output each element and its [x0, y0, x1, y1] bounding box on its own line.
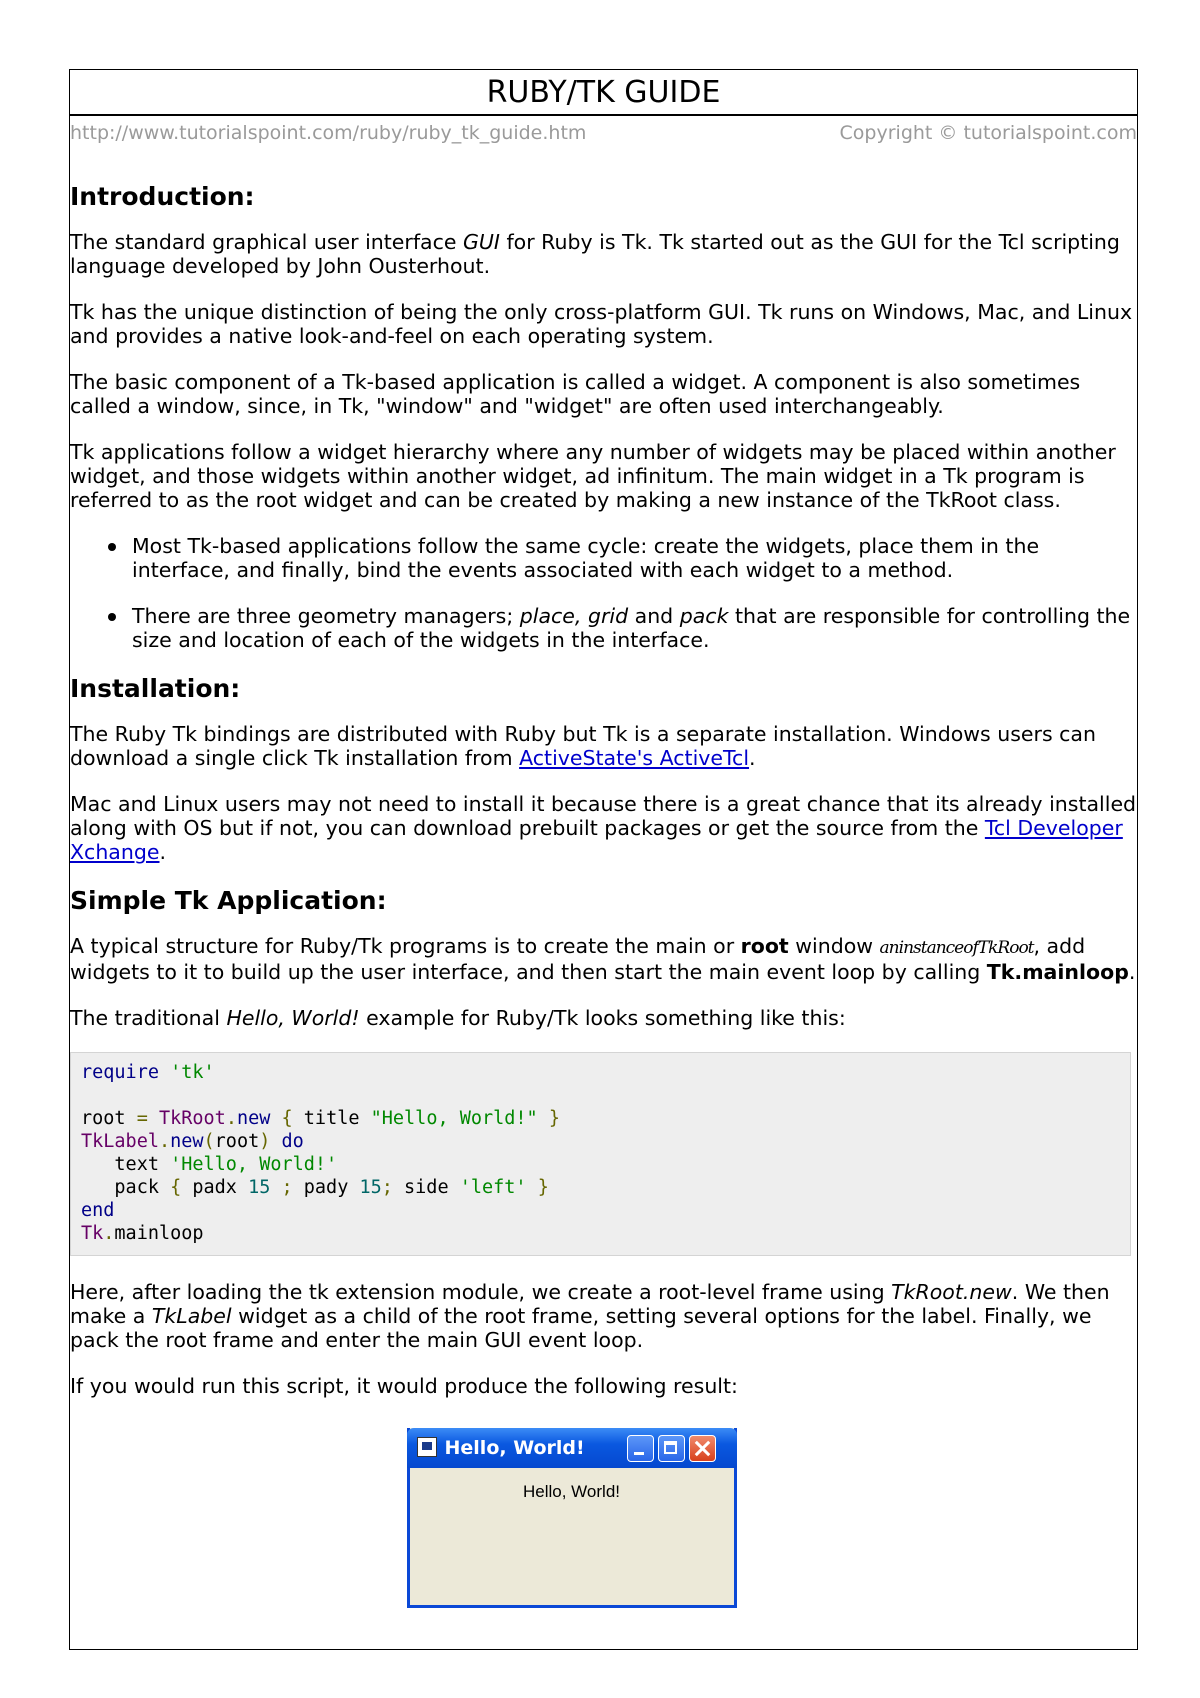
result-window-screenshot [407, 1428, 737, 1600]
text-run: widget as a child of the root frame, setting several options for the label. Finally, we pack the root frame and enter the main GUI event loop. [70, 1304, 1092, 1352]
text-run: . We then make a [70, 1280, 1110, 1328]
code-token: = [136, 1108, 148, 1129]
code-token: pack [81, 1177, 171, 1198]
code-token: { [170, 1177, 182, 1198]
installation-heading: Installation: [70, 674, 241, 703]
code-token: require [81, 1062, 159, 1083]
code-token: "Hello, World!" [370, 1108, 538, 1129]
code-token: root [81, 1108, 137, 1129]
code-token: 15 [359, 1177, 382, 1198]
code-token: 'tk' [170, 1062, 215, 1083]
page-title: RUBY/TK GUIDE [70, 70, 1137, 116]
intro-heading: Introduction: [70, 182, 255, 211]
code-token: } [537, 1177, 549, 1198]
code-token: new [236, 1108, 271, 1129]
tklabel-term: TkLabel [151, 1304, 232, 1328]
hello-world-term: Hello, World! [226, 1006, 360, 1030]
tk-app-icon [417, 1437, 437, 1457]
simple-paragraph-2 [70, 1006, 1137, 1030]
text-run: that are responsible for controlling the size and location of each of the widgets in the interface. [132, 604, 1131, 652]
code-token: 15 [248, 1177, 271, 1198]
code-token: text [81, 1154, 171, 1175]
code-token: 'left' [459, 1177, 527, 1198]
code-line [81, 1199, 1120, 1222]
text-run: example for Ruby/Tk looks something like this: [359, 1006, 846, 1030]
text-run: . [749, 746, 756, 770]
mainloop-term: Tk.mainloop [986, 960, 1129, 984]
simple-paragraph-1 [70, 934, 1137, 984]
code-token: mainloop [114, 1223, 204, 1244]
text-run: Here, after loading the tk extension module, we create a root-level frame using [70, 1280, 892, 1304]
source-url[interactable]: http://www.tutorialspoint.com/ruby/ruby_tk_guide.htm [70, 122, 587, 144]
header-meta [70, 122, 1137, 146]
text-run: There are three geometry managers; [132, 604, 520, 628]
tcl-developer-xchange-link[interactable]: Tcl Developer Xchange [70, 816, 1123, 864]
code-token: } [548, 1108, 560, 1129]
code-line [81, 1153, 1120, 1176]
page-frame [69, 69, 1138, 1650]
window-titlebar [407, 1428, 737, 1468]
code-token: padx [181, 1177, 249, 1198]
text-run: window [788, 934, 880, 958]
text-run: A typical structure for Ruby/Tk programs is to create the main or [70, 934, 741, 958]
tkroot-new-term: TkRoot.new [891, 1280, 1012, 1304]
list-item-text: Most Tk-based applications follow the same cycle: create the widgets, place them in the interface, and finally, bind the events associated with each widget to a method. [132, 534, 1040, 582]
code-token: pady [292, 1177, 360, 1198]
minimize-icon[interactable] [627, 1435, 654, 1462]
text-run: . [159, 840, 167, 864]
code-token: { [281, 1108, 293, 1129]
text-run: and [628, 604, 680, 628]
code-token: Tk [81, 1223, 104, 1244]
intro-paragraph-4: Tk applications follow a widget hierarchy where any number of widgets may be placed within another widget, and those widgets within another widget, ad infinitum. The main widget in a Tk program is referred to as the root widget and can be created by making a new instance of the TkRoot class. [70, 440, 1116, 512]
code-block[interactable] [70, 1052, 1131, 1256]
window-label: Hello, World! [523, 1482, 620, 1501]
simple-app-heading: Simple Tk Application: [70, 886, 387, 915]
list-item [132, 604, 1137, 652]
code-line [81, 1176, 1120, 1199]
code-token: title [292, 1108, 371, 1129]
text-run: Mac and Linux users may not need to install it because there is a great chance that its already installed along with OS but if not, you can download prebuilt packages or get the source from the [70, 792, 1137, 840]
code-token: TkRoot [158, 1108, 226, 1129]
window-title: Hello, World! [444, 1437, 585, 1459]
math-expression: aninstanceofTkRoot [879, 938, 1034, 958]
geometry-term: place, grid [519, 604, 629, 628]
text-run: . [1128, 960, 1136, 984]
gui-term: GUI [463, 230, 500, 254]
intro-paragraph-1 [70, 230, 1137, 278]
copyright-notice: Copyright © tutorialspoint.com [839, 122, 1137, 144]
maximize-icon[interactable] [658, 1435, 685, 1462]
close-icon[interactable] [689, 1435, 716, 1462]
code-token: root [214, 1131, 260, 1152]
code-token: . [158, 1131, 171, 1152]
geometry-term: pack [679, 604, 729, 628]
code-token: TkLabel [81, 1131, 159, 1152]
code-token: ; [381, 1177, 393, 1198]
code-token: side [392, 1177, 460, 1198]
activetcl-link[interactable]: ActiveState's ActiveTcl [519, 746, 750, 770]
code-token: ( [203, 1131, 215, 1152]
code-token: do [281, 1131, 304, 1152]
code-token: . [103, 1223, 115, 1244]
code-line [81, 1061, 1120, 1084]
code-token: . [225, 1108, 237, 1129]
root-term: root [740, 934, 789, 958]
code-line [81, 1107, 1120, 1130]
bullet-icon [108, 613, 116, 621]
list-item [132, 534, 1137, 582]
installation-paragraph-1 [70, 722, 1137, 770]
text-run: , add widgets to it to build up the user interface, and then start the main event loop by calling [70, 934, 1086, 984]
simple-paragraph-4: If you would run this script, it would produce the following result: [70, 1374, 738, 1398]
code-token: new [170, 1131, 204, 1152]
code-line [81, 1130, 1120, 1153]
text-run: The standard graphical user interface [70, 230, 464, 254]
intro-paragraph-2: Tk has the unique distinction of being the only cross-platform GUI. Tk runs on Windows, Mac, and Linux and provides a native look-and-feel on each operating system. [70, 300, 1133, 348]
text-run: for Ruby is Tk. Tk started out as the GUI for the Tcl scripting language developed by John Ousterhout. [70, 230, 1120, 278]
installation-paragraph-2 [70, 792, 1137, 864]
code-token: ; [270, 1177, 293, 1198]
text-run: The traditional [70, 1006, 227, 1030]
bullet-icon [108, 543, 116, 551]
code-line [81, 1084, 1120, 1107]
code-token: end [81, 1200, 115, 1221]
intro-bullet-list [70, 534, 1137, 652]
text-run: The Ruby Tk bindings are distributed with Ruby but Tk is a separate installation. Windows users can download a single click Tk installation from [70, 722, 1096, 770]
code-token: ) [259, 1131, 271, 1152]
intro-paragraph-3: The basic component of a Tk-based application is called a widget. A component is also sometimes called a window, since, in Tk, "window" and "widget" are often used interchangeably. [70, 370, 1081, 418]
code-token: 'Hello, World!' [170, 1154, 338, 1175]
article-content [70, 182, 1137, 1600]
result-window [407, 1428, 737, 1608]
simple-paragraph-3 [70, 1280, 1137, 1352]
code-line [81, 1222, 1120, 1245]
